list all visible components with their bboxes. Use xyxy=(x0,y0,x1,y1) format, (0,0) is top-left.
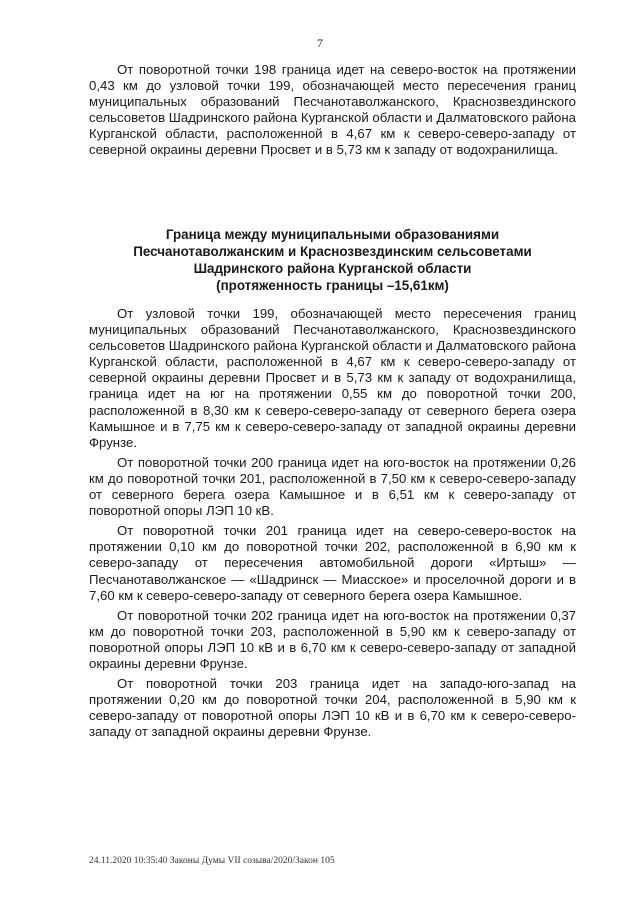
paragraph-point-200: От поворотной точки 200 граница идет на юго-восток на протяжении 0,26 км до поворотной точки 201, расположенной в 7,50 км к северо-северо-западу от северного берега озера Камышное и в 6,51 км к северо-западу от поворотной опоры ЛЭП 10 кВ. xyxy=(89,454,576,519)
intro-paragraph: От поворотной точки 198 граница идет на северо-восток на протяжении 0,43 км до узловой точки 199, обозначающей место пересечения границ муниципальных образований Песчанотаволжанского, Краснозвездинского сельсоветов Шадринского района Курганской области и Далматовского района Курганской области, расположенной в 4,67 км к северо-северо-западу от северной окраины деревни Просвет и в 5,73 км к западу от водохранилища. xyxy=(89,62,576,158)
document-footer: 24.11.2020 10:35:40 Законы Думы VII созыва/2020/Закон 105 xyxy=(89,856,335,866)
paragraph-point-203: От поворотной точки 203 граница идет на западо-юго-запад на протяжении 0,20 км до поворотной точки 204, расположенной в 5,90 км к северо-западу от поворотной опоры ЛЭП 10 кВ и в 6,70 км к северо-северо-западу от западной окраины деревни Фрунзе. xyxy=(89,676,576,740)
heading-line-3: Шадринского района Курганской области xyxy=(193,261,472,276)
paragraph-point-202: От поворотной точки 202 граница идет на юго-восток на протяжении 0,37 км до поворотной точки 203, расположенной в 5,90 км к северо-западу от поворотной опоры ЛЭП 10 кВ и в 6,70 км к северо-северо-западу от западной окраины деревни Фрунзе. xyxy=(89,607,576,671)
intro-text-block xyxy=(89,62,576,159)
heading-line-2: Песчанотаволжанским и Краснозвездинским сельсоветами xyxy=(133,244,532,259)
heading-line-1: Граница между муниципальными образованиями xyxy=(165,227,500,242)
heading-line-4: (протяженность границы –15,61км) xyxy=(216,278,449,293)
paragraph-point-201: От поворотной точки 201 граница идет на северо-северо-восток на протяжении 0,10 км до поворотной точки 202, расположенной в 6,90 км к северо-западу от пересечения автомобильной дороги «Иртыш» — Песчанотаволжанское — «Шадринск — Миасское» и проселочной дороги и в 7,60 км к северо-северо-западу от северного берега озера Камышное. xyxy=(89,523,576,603)
paragraph-point-199: От узловой точки 199, обозначающей место пересечения границ муниципальных образований Песчанотаволжанского, Краснозвездинского сельсоветов Шадринского района Курганской области и Далматовского района Курганской области, расположенной в 4,67 км к северо-северо-западу от северной окраины деревни Просвет и в 5,73 км к западу от водохранилища, граница идет на юг на протяжении 0,55 км до поворотной точки 200, расположенной в 8,30 км к северо-северо-западу от северного берега озера Камышное и в 7,75 км к северо-северо-западу от западной окраины деревни Фрунзе. xyxy=(89,306,576,450)
boundary-description xyxy=(89,306,576,740)
page-number: 7 xyxy=(317,36,323,50)
section-heading xyxy=(89,226,576,294)
